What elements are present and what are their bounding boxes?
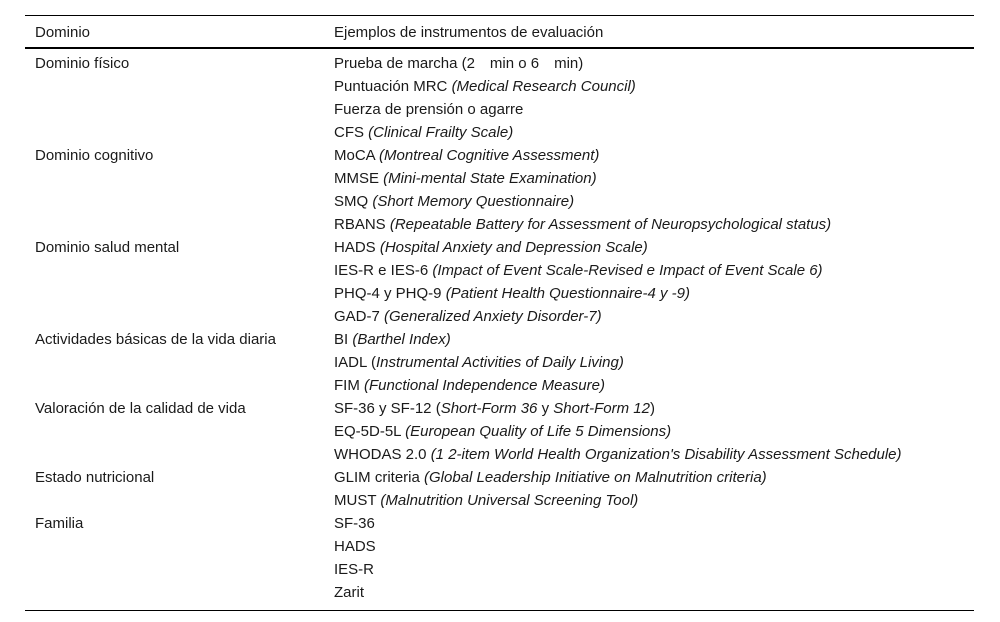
- instrument-abbr: GLIM criteria: [334, 469, 425, 486]
- table-row: [25, 99, 974, 122]
- instrument-cell: [334, 377, 605, 394]
- instrument-cell: [334, 285, 690, 302]
- instrument-cell: [334, 446, 902, 463]
- instrument-abbr: CFS: [334, 124, 369, 141]
- table-body: [25, 49, 974, 610]
- table-row: [25, 582, 974, 605]
- table-row: [25, 513, 974, 536]
- domain-cell: Estado nutricional: [35, 469, 155, 486]
- instrument-full-name: (Global Leadership Initiative on Malnutrition criteria): [424, 469, 767, 486]
- instrument-abbr: EQ-5D-5L: [334, 423, 406, 440]
- instrument-abbr: MUST: [334, 492, 381, 509]
- instrument-cell: [334, 492, 638, 509]
- instrument-full-name: (Barthel Index): [352, 331, 451, 348]
- instrument-abbr: IADL (: [334, 354, 376, 371]
- instrument-cell: [334, 469, 767, 486]
- table-row: [25, 53, 974, 76]
- instrument-abbr: FIM: [334, 377, 364, 394]
- instrument-abbr: HADS: [334, 538, 376, 555]
- instrument-abbr: IES-R: [334, 561, 375, 578]
- table-row: [25, 122, 974, 145]
- header-instruments: Ejemplos de instrumentos de evaluación: [334, 24, 604, 41]
- instrument-abbr: WHODAS 2.0: [334, 446, 431, 463]
- instrument-cell: [334, 262, 823, 279]
- domain-cell: Dominio salud mental: [35, 239, 180, 256]
- instrument-abbr: HADS: [334, 239, 380, 256]
- instrument-full-name: (Impact of Event Scale-Revised e Impact of Event Scale 6): [432, 262, 823, 279]
- instrument-abbr: SMQ: [334, 193, 373, 210]
- table-header: [25, 16, 974, 47]
- instrument-full-name: Short-Form 36: [440, 400, 538, 417]
- instrument-abbr: Fuerza de prensión o agarre: [334, 101, 524, 118]
- instrument-full-name: (Repeatable Battery for Assessment of Neuropsychological status): [389, 216, 832, 233]
- table-row: [25, 421, 974, 444]
- instrument-abbr: SF-36: [334, 515, 375, 532]
- table-row: [25, 260, 974, 283]
- instrument-abbr: GAD-7: [334, 308, 385, 325]
- domain-cell: Dominio cognitivo: [35, 147, 154, 164]
- instrument-full-name: (Clinical Frailty Scale): [368, 124, 514, 141]
- instrument-full-name: (Medical Research Council): [451, 78, 636, 95]
- table-row: [25, 145, 974, 168]
- instrument-cell: [334, 308, 602, 325]
- instrument-cell: [334, 78, 636, 95]
- instrument-cell: [334, 193, 574, 210]
- instrument-abbr: Prueba de marcha (2 min o 6 min): [334, 55, 584, 72]
- instrument-text: ): [649, 400, 655, 417]
- instrument-abbr: MoCA: [334, 147, 380, 164]
- instrument-full-name: Short-Form 12: [553, 400, 650, 417]
- instrument-cell: [334, 423, 671, 440]
- instruments-table: [25, 15, 974, 611]
- instrument-full-name: (Malnutrition Universal Screening Tool): [380, 492, 639, 509]
- instrument-cell: [334, 538, 376, 555]
- instrument-cell: [334, 584, 364, 601]
- table-bottom-rule: [25, 610, 974, 611]
- instrument-abbr: Puntuación MRC: [334, 78, 452, 95]
- table-row: [25, 329, 974, 352]
- table-row: [25, 559, 974, 582]
- instrument-full-name: (Generalized Anxiety Disorder-7): [384, 308, 602, 325]
- instrument-abbr: IES-R e IES-6: [334, 262, 433, 279]
- header-domain: Dominio: [35, 24, 91, 41]
- instrument-full-name: (Patient Health Questionnaire-4 y -9): [445, 285, 690, 302]
- instrument-text: y: [537, 400, 554, 417]
- instrument-full-name: (Functional Independence Measure): [364, 377, 605, 394]
- table-row: [25, 168, 974, 191]
- instrument-cell: [334, 561, 374, 578]
- instrument-full-name: Instrumental Activities of Daily Living): [375, 354, 624, 371]
- instrument-full-name: (Short Memory Questionnaire): [372, 193, 575, 210]
- table-row: [25, 444, 974, 467]
- instrument-abbr: PHQ-4 y PHQ-9: [334, 285, 446, 302]
- table-row: [25, 375, 974, 398]
- table-row: [25, 76, 974, 99]
- table-row: [25, 237, 974, 260]
- instrument-full-name: (Mini-mental State Examination): [383, 170, 597, 187]
- instrument-cell: [334, 239, 648, 256]
- instrument-cell: [334, 101, 523, 118]
- domain-cell: Actividades básicas de la vida diaria: [35, 331, 276, 348]
- table-row: [25, 536, 974, 559]
- instrument-cell: [334, 515, 375, 532]
- table-row: [25, 352, 974, 375]
- instrument-cell: [334, 147, 599, 164]
- instrument-cell: [334, 216, 831, 233]
- table-row: [25, 214, 974, 237]
- instrument-cell: [334, 400, 655, 417]
- instrument-full-name: (1 2-item World Health Organization's Disability Assessment Schedule): [430, 446, 902, 463]
- instrument-full-name: (European Quality of Life 5 Dimensions): [405, 423, 672, 440]
- table-row: [25, 283, 974, 306]
- table-row: [25, 398, 974, 421]
- instrument-abbr: SF-36 y SF-12 (: [334, 400, 441, 417]
- instrument-abbr: MMSE: [334, 170, 384, 187]
- domain-cell: Familia: [35, 515, 84, 532]
- instrument-full-name: (Hospital Anxiety and Depression Scale): [379, 239, 648, 256]
- domain-cell: Dominio físico: [35, 55, 130, 72]
- instrument-abbr: BI: [334, 331, 353, 348]
- instrument-cell: [334, 331, 451, 348]
- instrument-abbr: Zarit: [334, 584, 364, 601]
- instrument-abbr: RBANS: [334, 216, 390, 233]
- instrument-cell: [334, 55, 583, 72]
- table-row: [25, 490, 974, 513]
- instrument-cell: [334, 354, 624, 371]
- table-row: [25, 306, 974, 329]
- domain-cell: Valoración de la calidad de vida: [35, 400, 246, 417]
- table-row: [25, 191, 974, 214]
- instrument-cell: [334, 124, 513, 141]
- table-row: [25, 467, 974, 490]
- instrument-full-name: (Montreal Cognitive Assessment): [379, 147, 600, 164]
- instrument-cell: [334, 170, 597, 187]
